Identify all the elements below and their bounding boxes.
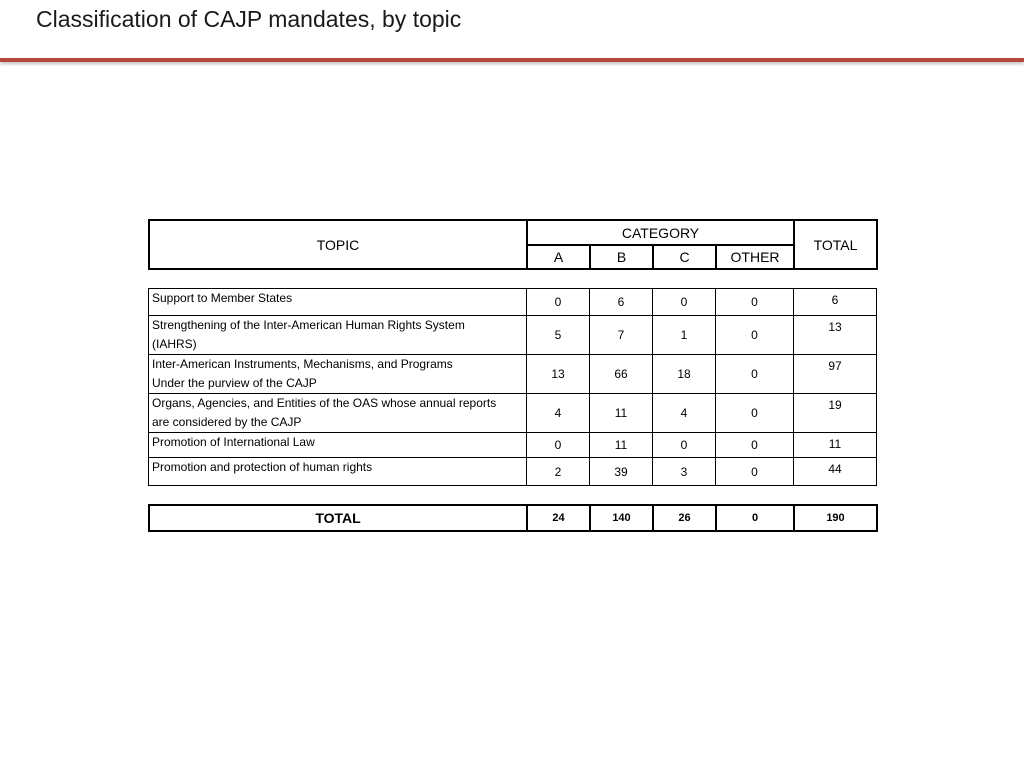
cell-total: 44: [794, 458, 877, 486]
row-topic-line: Support to Member States: [152, 291, 293, 305]
table-row: [149, 316, 877, 355]
cell-a: 4: [527, 394, 590, 433]
cell-a: 2: [527, 458, 590, 486]
totals-row: [149, 505, 877, 531]
table-row: [149, 355, 877, 394]
grand-total: 190: [794, 505, 877, 531]
cell-b: 11: [590, 394, 653, 433]
cell-c: 4: [653, 394, 716, 433]
row-topic: [149, 355, 527, 394]
row-topic: [149, 289, 527, 316]
cell-b: 6: [590, 289, 653, 316]
cell-total: 11: [794, 433, 877, 458]
cell-total: 13: [794, 316, 877, 355]
cell-total: 6: [794, 289, 877, 316]
col-header-a: A: [527, 245, 590, 269]
cell-a: 0: [527, 433, 590, 458]
table-row: [149, 289, 877, 316]
row-topic-line: Strengthening of the Inter-American Human Rights System: [152, 318, 465, 332]
row-topic: [149, 433, 527, 458]
cell-a: 5: [527, 316, 590, 355]
title-divider: [0, 58, 1024, 62]
table-row: [149, 433, 877, 458]
topic-header: TOPIC: [149, 220, 527, 269]
cell-total: 97: [794, 355, 877, 394]
total-c: 26: [653, 505, 716, 531]
cell-other: 0: [716, 433, 794, 458]
row-topic-line: are considered by the CAJP: [152, 415, 302, 429]
col-header-b: B: [590, 245, 653, 269]
row-topic-line: (IAHRS): [152, 337, 197, 351]
row-topic-line: Promotion of International Law: [152, 435, 315, 449]
col-header-c: C: [653, 245, 716, 269]
cell-other: 0: [716, 289, 794, 316]
cell-c: 3: [653, 458, 716, 486]
row-topic-line: Under the purview of the CAJP: [152, 376, 317, 390]
table-row: [149, 394, 877, 433]
cell-other: 0: [716, 355, 794, 394]
col-header-other: OTHER: [716, 245, 794, 269]
table-row: [149, 458, 877, 486]
cell-b: 11: [590, 433, 653, 458]
cell-c: 0: [653, 289, 716, 316]
cell-b: 39: [590, 458, 653, 486]
cell-c: 1: [653, 316, 716, 355]
table-header: [148, 219, 878, 270]
cell-a: 0: [527, 289, 590, 316]
cell-b: 66: [590, 355, 653, 394]
totals-table: [148, 504, 878, 532]
mandates-table: [148, 288, 877, 486]
cell-other: 0: [716, 394, 794, 433]
page-title: Classification of CAJP mandates, by topic: [36, 6, 462, 32]
totals-label: TOTAL: [149, 505, 527, 531]
cell-c: 18: [653, 355, 716, 394]
total-b: 140: [590, 505, 653, 531]
row-topic: [149, 458, 527, 486]
cell-other: 0: [716, 316, 794, 355]
cell-c: 0: [653, 433, 716, 458]
cell-total: 19: [794, 394, 877, 433]
cell-other: 0: [716, 458, 794, 486]
total-a: 24: [527, 505, 590, 531]
row-topic: [149, 394, 527, 433]
cell-a: 13: [527, 355, 590, 394]
category-header: CATEGORY: [527, 220, 794, 245]
total-header: TOTAL: [794, 220, 877, 269]
row-topic-line: Organs, Agencies, and Entities of the OAS whose annual reports: [152, 396, 497, 410]
total-other: 0: [716, 505, 794, 531]
row-topic-line: Promotion and protection of human rights: [152, 460, 373, 474]
cell-b: 7: [590, 316, 653, 355]
row-topic-line: Inter-American Instruments, Mechanisms, and Programs: [152, 357, 453, 371]
row-topic: [149, 316, 527, 355]
